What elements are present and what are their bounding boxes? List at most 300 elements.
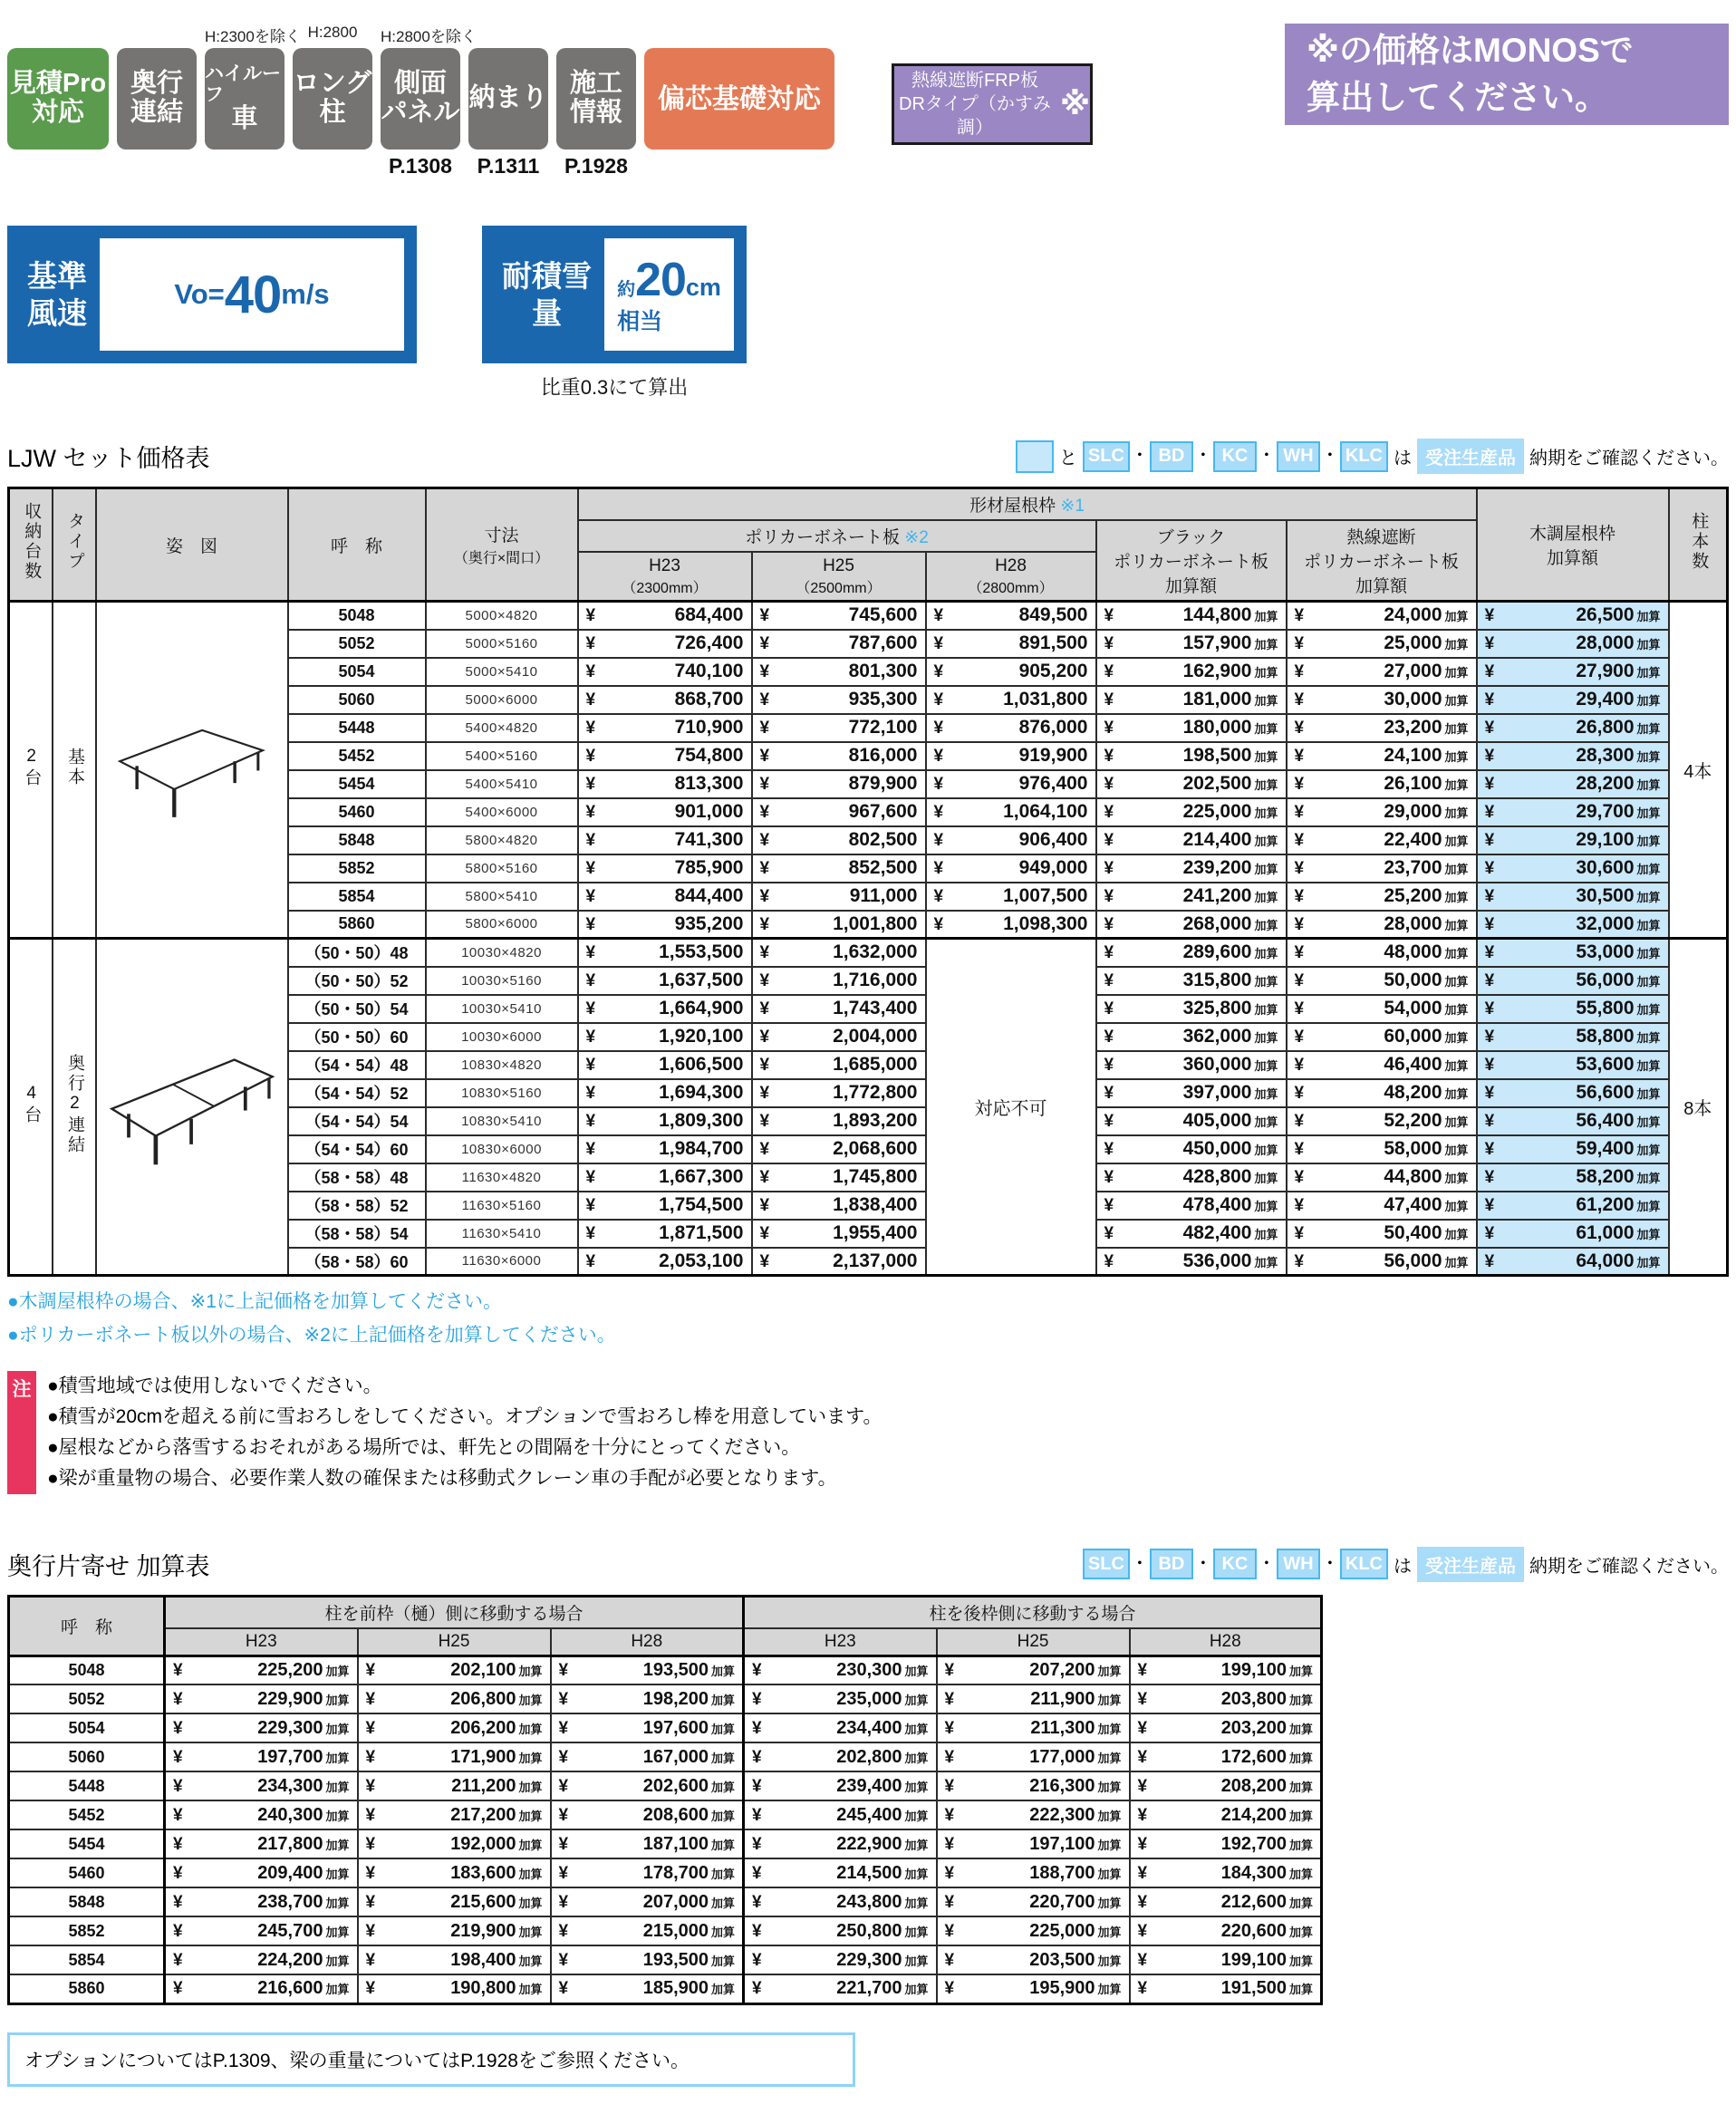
yen-sign: ¥ <box>1137 1834 1148 1854</box>
offset-price-cell <box>358 1771 551 1800</box>
price-value: 60,000 <box>1384 1026 1442 1047</box>
price-cell-content <box>1478 885 1668 907</box>
model-name-cell: （54・54）60 <box>288 1135 426 1163</box>
badge-label-line: 対応 <box>31 98 84 127</box>
price-cell-h23 <box>578 854 752 883</box>
price-value: 234,400 <box>836 1717 902 1738</box>
price-value: 198,200 <box>642 1688 709 1709</box>
kasan-suffix: 加算 <box>1097 1693 1122 1707</box>
price-value: 157,900 <box>1182 632 1252 653</box>
yen-sign: ¥ <box>1104 971 1114 990</box>
legend-tail-text: 納期をご確認ください。 <box>1529 1556 1729 1577</box>
price-value: 1,754,500 <box>659 1194 744 1215</box>
yen-sign: ¥ <box>752 1979 762 1999</box>
price-cell-heat-block <box>1287 826 1477 854</box>
price-value: 211,300 <box>1030 1717 1095 1738</box>
kasan-suffix: 加算 <box>1636 778 1661 792</box>
price-value: 58,200 <box>1576 1166 1635 1187</box>
price-cell-content <box>938 1747 1129 1768</box>
feature-badge <box>7 48 109 150</box>
kasan-suffix: 加算 <box>711 1896 736 1910</box>
offset-row <box>9 1800 1322 1829</box>
price-value: 30,500 <box>1576 885 1635 906</box>
price-cell-content <box>552 1834 743 1855</box>
yen-sign: ¥ <box>558 1921 569 1941</box>
price-cell-content <box>579 1110 751 1132</box>
post-count-cell: 8本 <box>1669 939 1728 1276</box>
price-cell-content <box>938 1718 1129 1739</box>
price-cell-content <box>745 1660 936 1681</box>
snow-value-suffix: 相当 <box>617 309 663 334</box>
price-row <box>9 939 1728 967</box>
kasan-suffix: 加算 <box>1636 1228 1661 1241</box>
kasan-suffix: 加算 <box>1254 863 1278 876</box>
main-table-legend <box>1016 439 1729 474</box>
price-cell-wood-frame <box>1477 1248 1669 1276</box>
price-value: 28,000 <box>1576 632 1635 653</box>
yen-sign: ¥ <box>585 1028 596 1047</box>
price-cell-content <box>938 1689 1129 1710</box>
yen-sign: ¥ <box>1104 1196 1114 1215</box>
offset-table-title-row <box>7 1547 1729 1582</box>
yen-sign: ¥ <box>585 1168 596 1187</box>
price-cell-content <box>579 1194 751 1216</box>
price-cell-content <box>927 801 1095 823</box>
price-cell-h25 <box>752 1051 926 1079</box>
price-cell-heat-block <box>1287 658 1477 686</box>
kasan-suffix: 加算 <box>1636 835 1661 848</box>
header-h25: H25 （2500mm） <box>752 552 926 601</box>
kasan-suffix: 加算 <box>1288 1751 1313 1765</box>
yen-sign: ¥ <box>585 1140 596 1159</box>
price-cell-content <box>166 1892 357 1913</box>
price-cell-h25 <box>752 1135 926 1163</box>
price-cell-h23 <box>578 1163 752 1192</box>
price-cell-content <box>1288 661 1476 682</box>
kasan-suffix: 加算 <box>1254 1200 1278 1213</box>
price-cell-heat-block <box>1287 1220 1477 1248</box>
price-value: 852,500 <box>848 857 918 878</box>
price-value: 48,000 <box>1384 941 1442 963</box>
price-value: 188,700 <box>1029 1862 1095 1883</box>
kasan-suffix: 加算 <box>711 1664 736 1678</box>
price-cell-content <box>1097 1166 1286 1188</box>
yen-sign: ¥ <box>1104 887 1114 906</box>
kasan-suffix: 加算 <box>325 1896 350 1910</box>
price-value: 289,600 <box>1182 941 1252 963</box>
price-cell-wood-frame <box>1477 826 1669 854</box>
kasan-suffix: 加算 <box>1636 1172 1661 1185</box>
price-cell-content <box>1288 1194 1476 1216</box>
price-value: 56,400 <box>1576 1110 1635 1131</box>
offset-price-cell <box>165 1829 358 1858</box>
offset-price-cell <box>551 1771 744 1800</box>
price-value: 360,000 <box>1182 1054 1252 1075</box>
kasan-suffix: 加算 <box>1444 750 1469 764</box>
price-value: 199,100 <box>1220 1949 1287 1970</box>
price-cell-h28 <box>926 658 1096 686</box>
price-value: 56,000 <box>1384 1250 1442 1271</box>
price-value: 229,300 <box>836 1949 902 1970</box>
model-name-cell: （58・58）54 <box>288 1220 426 1248</box>
price-value: 362,000 <box>1182 1026 1252 1047</box>
price-cell-content <box>1478 632 1668 654</box>
wind-value: 40 <box>224 265 282 324</box>
kasan-suffix: 加算 <box>1444 891 1469 904</box>
offset-header-back-group: 柱を後枠側に移動する場合 <box>744 1596 1322 1628</box>
yen-sign: ¥ <box>1294 859 1305 878</box>
price-cell-heat-block <box>1287 1051 1477 1079</box>
yen-sign: ¥ <box>1484 1140 1495 1159</box>
feature-badge-column <box>556 24 636 179</box>
kasan-suffix: 加算 <box>1097 1664 1122 1678</box>
price-cell-content <box>579 604 751 626</box>
price-cell-h23 <box>578 602 752 630</box>
yen-sign: ¥ <box>752 1892 762 1912</box>
yen-sign: ¥ <box>1137 1776 1148 1796</box>
kasan-suffix: 加算 <box>1254 1059 1278 1073</box>
price-cell-heat-block <box>1287 854 1477 883</box>
color-code-chip: BD <box>1150 1549 1193 1579</box>
yen-sign: ¥ <box>558 1892 569 1912</box>
yen-sign: ¥ <box>1137 1892 1148 1912</box>
offset-header-h23: H23 <box>744 1628 937 1656</box>
yen-sign: ¥ <box>944 1805 955 1825</box>
legend-and-text: と <box>1058 449 1077 468</box>
price-cell-content <box>745 1863 936 1884</box>
legend-is-text: は <box>1394 449 1412 468</box>
price-cell-content <box>359 1863 550 1884</box>
yen-sign: ¥ <box>1294 1251 1305 1271</box>
yen-sign: ¥ <box>1484 747 1495 766</box>
price-value: 29,100 <box>1576 829 1635 850</box>
price-cell-h25 <box>752 686 926 714</box>
yen-sign: ¥ <box>173 1863 183 1883</box>
price-cell-content <box>359 1892 550 1913</box>
type-text: 奥行2連結 <box>64 1054 84 1155</box>
price-value: 59,400 <box>1576 1138 1635 1159</box>
offset-price-cell <box>358 1945 551 1974</box>
kasan-suffix: 加算 <box>1444 1255 1469 1269</box>
price-cell-black-poly <box>1096 1079 1287 1107</box>
yen-sign: ¥ <box>1484 1056 1495 1075</box>
price-cell-black-poly <box>1096 1051 1287 1079</box>
price-cell-h23 <box>578 630 752 658</box>
yen-sign: ¥ <box>1104 634 1114 653</box>
monos-note-line1: ※の価格はMONOSで <box>1307 32 1634 70</box>
price-value: 1,838,400 <box>833 1194 918 1215</box>
offset-price-cell <box>744 1945 937 1974</box>
yen-sign: ¥ <box>1484 1112 1495 1131</box>
price-cell-content <box>1478 913 1668 935</box>
yen-sign: ¥ <box>1484 803 1495 822</box>
price-cell-content <box>753 1166 925 1188</box>
badge-page-ref <box>293 150 372 179</box>
price-value: 802,500 <box>848 829 918 850</box>
yen-sign: ¥ <box>173 1718 183 1738</box>
price-value: 919,900 <box>1018 745 1088 766</box>
kasan-suffix: 加算 <box>711 1954 736 1968</box>
price-cell-content <box>359 1776 550 1797</box>
price-cell-h25 <box>752 854 926 883</box>
yen-sign: ¥ <box>585 690 596 709</box>
yen-sign: ¥ <box>933 662 944 681</box>
kasan-suffix: 加算 <box>1254 1144 1278 1157</box>
yen-sign: ¥ <box>759 999 770 1018</box>
price-cell-content <box>745 1892 936 1913</box>
price-value: 199,100 <box>1220 1659 1287 1680</box>
type-cell <box>53 602 96 939</box>
kasan-suffix: 加算 <box>1254 750 1278 764</box>
kasan-suffix: 加算 <box>1254 806 1278 820</box>
yen-sign: ¥ <box>1104 831 1114 850</box>
kasan-suffix: 加算 <box>1254 1228 1278 1241</box>
snow-calc-note: 比重0.3にて算出 <box>540 376 689 399</box>
price-value: 876,000 <box>1018 717 1088 738</box>
wind-label-line1: 基準 <box>27 258 87 293</box>
price-cell-h25 <box>752 1079 926 1107</box>
offset-price-cell <box>937 1684 1130 1713</box>
yen-sign: ¥ <box>558 1979 569 1999</box>
yen-sign: ¥ <box>365 1892 376 1912</box>
price-cell-h28 <box>926 770 1096 798</box>
size-cell: 5800×4820 <box>426 826 578 854</box>
kasan-suffix: 加算 <box>1444 1144 1469 1157</box>
price-cell-content <box>753 773 925 795</box>
kasan-suffix: 加算 <box>1254 1115 1278 1129</box>
kasan-suffix: 加算 <box>1444 638 1469 652</box>
yen-sign: ¥ <box>1294 1028 1305 1047</box>
offset-price-cell <box>358 1829 551 1858</box>
model-name-cell: 5854 <box>288 883 426 911</box>
badge-label-line: 側面 <box>393 69 447 99</box>
price-cell-content <box>938 1776 1129 1797</box>
price-cell-content <box>1288 885 1476 907</box>
yen-sign: ¥ <box>1294 1168 1305 1187</box>
yen-sign: ¥ <box>1484 775 1495 794</box>
price-cell-content <box>166 1718 357 1739</box>
offset-row <box>9 1974 1322 2003</box>
price-cell-black-poly <box>1096 798 1287 826</box>
price-cell-wood-frame <box>1477 714 1669 742</box>
size-cell: 5000×4820 <box>426 602 578 630</box>
kasan-suffix: 加算 <box>1288 1664 1313 1678</box>
price-value: 741,300 <box>674 829 744 850</box>
price-value: 229,900 <box>257 1688 323 1709</box>
price-cell-content <box>166 1747 357 1768</box>
kasan-suffix: 加算 <box>1288 1693 1313 1707</box>
price-value: 1,606,500 <box>659 1054 744 1075</box>
yen-sign: ¥ <box>585 719 596 738</box>
price-cell-h25 <box>752 658 926 686</box>
kasan-suffix: 加算 <box>325 1693 350 1707</box>
yen-sign: ¥ <box>585 1196 596 1215</box>
price-value: 536,000 <box>1182 1250 1252 1271</box>
yen-sign: ¥ <box>752 1805 762 1825</box>
price-cell-content <box>927 745 1095 767</box>
offset-model-name-cell: 5852 <box>9 1916 165 1945</box>
yen-sign: ¥ <box>759 634 770 653</box>
kasan-suffix: 加算 <box>518 1983 543 1997</box>
price-cell-content <box>745 1776 936 1797</box>
feature-badge-column <box>205 24 301 179</box>
price-cell-content <box>1478 1222 1668 1244</box>
yen-sign: ¥ <box>558 1834 569 1854</box>
offset-price-cell <box>358 1887 551 1916</box>
main-table-title: LJW セット価格表 <box>7 445 210 472</box>
kasan-suffix: 加算 <box>1097 1751 1122 1765</box>
kasan-suffix: 加算 <box>1097 1809 1122 1823</box>
offset-price-cell <box>358 1684 551 1713</box>
badge-label-line: 見積Pro <box>9 69 107 99</box>
yen-sign: ¥ <box>1294 971 1305 990</box>
snow-load-value <box>604 238 734 351</box>
offset-header-h28: H28 <box>1130 1628 1322 1656</box>
kasan-suffix: 加算 <box>1254 975 1278 989</box>
model-name-cell: 5860 <box>288 911 426 939</box>
offset-price-cell <box>744 1916 937 1945</box>
yen-sign: ¥ <box>759 914 770 934</box>
offset-row <box>9 1655 1322 1684</box>
price-cell-content <box>1097 1026 1286 1047</box>
caution-note-line: ●梁が重量物の場合、必要作業人数の確保または移動式クレーン車の手配が必要となります。 <box>47 1467 837 1489</box>
price-cell-h25 <box>752 714 926 742</box>
kasan-suffix: 加算 <box>711 1693 736 1707</box>
price-value: 224,200 <box>257 1949 323 1970</box>
offset-table-legend <box>1083 1547 1729 1582</box>
offset-price-cell <box>165 1655 358 1684</box>
offset-price-cell <box>744 1800 937 1829</box>
wind-speed-label <box>20 238 100 351</box>
price-value: 44,800 <box>1384 1166 1442 1187</box>
price-value: 905,200 <box>1018 661 1088 681</box>
yen-sign: ¥ <box>1484 1251 1495 1271</box>
kasan-suffix: 加算 <box>1444 947 1469 961</box>
price-value: 197,600 <box>642 1717 709 1738</box>
price-cell-content <box>938 1978 1129 1999</box>
price-value: 177,000 <box>1029 1746 1095 1767</box>
price-cell-content <box>1288 632 1476 654</box>
kasan-suffix: 加算 <box>1097 1838 1122 1852</box>
price-cell-content <box>927 829 1095 851</box>
offset-model-name-cell: 5854 <box>9 1945 165 1974</box>
price-cell-h25 <box>752 1163 926 1192</box>
yen-sign: ¥ <box>173 1979 183 1999</box>
price-cell-h25 <box>752 995 926 1023</box>
price-cell-content <box>938 1892 1129 1913</box>
price-cell-content <box>1478 745 1668 767</box>
price-cell-content <box>1478 857 1668 879</box>
model-name-cell: （50・50）52 <box>288 967 426 995</box>
caution-block <box>7 1371 1729 1494</box>
price-value: 197,700 <box>257 1746 323 1767</box>
price-value: 229,300 <box>257 1717 323 1738</box>
storage-count-text: 4台 <box>22 1084 42 1125</box>
price-value: 230,300 <box>836 1659 902 1680</box>
size-cell: 11630×6000 <box>426 1248 578 1276</box>
price-cell-content <box>579 941 751 963</box>
yen-sign: ¥ <box>1484 662 1495 681</box>
color-code-chip: KC <box>1213 1549 1257 1579</box>
yen-sign: ¥ <box>1294 1112 1305 1131</box>
header-size: 寸法 （奥行×間口） <box>426 488 578 602</box>
price-cell-content <box>579 857 751 879</box>
offset-row <box>9 1713 1322 1742</box>
badge-height-note: H:2800を除く <box>381 28 477 45</box>
kasan-suffix: 加算 <box>518 1896 543 1910</box>
offset-price-cell <box>358 1742 551 1771</box>
model-name-cell: 5852 <box>288 854 426 883</box>
model-name-cell: 5052 <box>288 630 426 658</box>
model-name-cell: 5060 <box>288 686 426 714</box>
offset-price-cell <box>937 1800 1130 1829</box>
size-cell: 11630×5160 <box>426 1192 578 1220</box>
yen-sign: ¥ <box>759 1056 770 1075</box>
price-value: 203,800 <box>1220 1688 1287 1709</box>
made-to-order-chip: 受注生産品 <box>1417 1547 1524 1582</box>
kasan-suffix: 加算 <box>1636 638 1661 652</box>
kasan-suffix: 加算 <box>904 1722 929 1736</box>
feature-badge <box>556 48 636 150</box>
feature-badge <box>205 48 285 150</box>
offset-price-cell <box>1130 1887 1322 1916</box>
price-cell-content <box>927 773 1095 795</box>
price-cell-content <box>753 689 925 710</box>
price-value: 212,600 <box>1220 1891 1287 1912</box>
wind-value-unit: m/s <box>281 278 330 310</box>
yen-sign: ¥ <box>752 1747 762 1767</box>
price-value: 219,900 <box>450 1920 516 1941</box>
header-black-polycarbonate: ブラック ポリカーボネート板 加算額 <box>1096 520 1287 602</box>
price-value: 208,200 <box>1220 1775 1287 1796</box>
kasan-suffix: 加算 <box>1444 835 1469 848</box>
price-cell-content <box>927 661 1095 682</box>
price-cell-content <box>579 745 751 767</box>
price-cell-content <box>745 1834 936 1855</box>
price-cell-content <box>1478 829 1668 851</box>
feature-badge <box>644 48 834 150</box>
price-value: 202,500 <box>1182 773 1252 794</box>
price-cell-content <box>579 1138 751 1160</box>
price-cell-content <box>927 689 1095 710</box>
kasan-suffix: 加算 <box>518 1838 543 1852</box>
price-cell-content <box>359 1689 550 1710</box>
yen-sign: ¥ <box>1484 634 1495 653</box>
size-cell: 5000×6000 <box>426 686 578 714</box>
yen-sign: ¥ <box>173 1776 183 1796</box>
price-cell-content <box>552 1921 743 1942</box>
yen-sign: ¥ <box>1484 690 1495 709</box>
offset-model-name-cell: 5860 <box>9 1974 165 2003</box>
kasan-suffix: 加算 <box>1288 1780 1313 1794</box>
legend-separator: ・ <box>1257 1553 1276 1574</box>
offset-header-row-1 <box>9 1596 1322 1628</box>
header-model-name: 呼 称 <box>288 488 426 602</box>
price-value: 816,000 <box>848 745 918 766</box>
yen-sign: ¥ <box>585 1084 596 1103</box>
yen-sign: ¥ <box>1294 662 1305 681</box>
yen-sign: ¥ <box>759 1168 770 1187</box>
yen-sign: ¥ <box>1484 971 1495 990</box>
offset-price-cell <box>551 1916 744 1945</box>
yen-sign: ¥ <box>944 1979 955 1999</box>
price-cell-heat-block <box>1287 911 1477 939</box>
price-value: 187,100 <box>642 1833 709 1854</box>
yen-sign: ¥ <box>1137 1921 1148 1941</box>
price-value: 225,200 <box>257 1659 323 1680</box>
price-cell-wood-frame <box>1477 1051 1669 1079</box>
offset-price-cell <box>744 1742 937 1771</box>
